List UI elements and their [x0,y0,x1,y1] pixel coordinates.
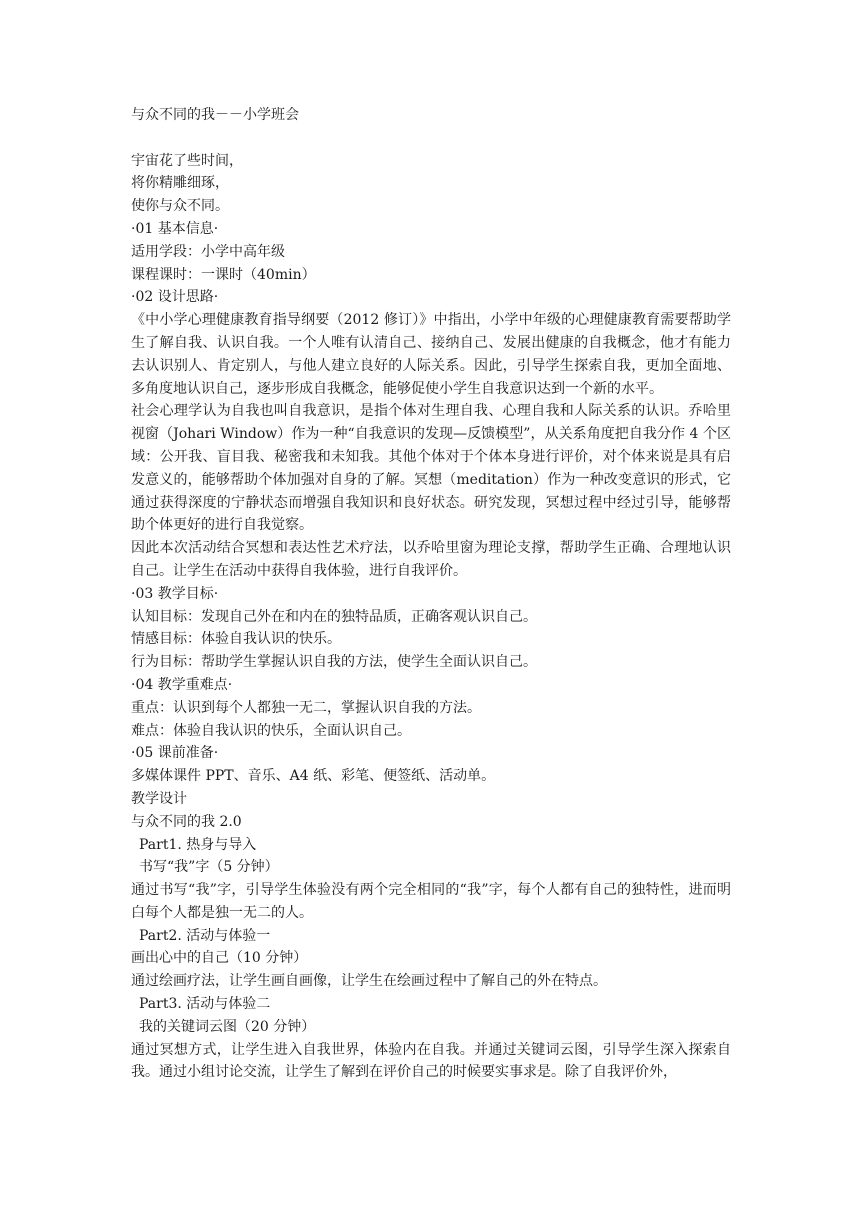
poem-line: 将你精雕细琢， [131,175,229,192]
part3-description: 通过冥想方式，让学生进入自我世界，体验内在自我。并通过关键词云图，引导学生深入探索自我。通过小组讨论交流，让学生了解到在评价自己的时候要实事求是。除了自我评价外， [131,1041,731,1081]
course-duration: 课程课时：一课时（40min） [131,266,316,283]
emotional-goal: 情感目标：体验自我认识的快乐。 [131,631,341,648]
teaching-design-heading: 教学设计 [131,790,187,807]
section-heading-preparation: ·05 课前准备· [131,745,219,762]
design-idea-paragraph: 《中小学心理健康教育指导纲要（2012 修订）》中指出，小学中年级的心理健康教育需要帮助学生了解自我、认识自我。一个人唯有认清自己、接纳自己、发展出健康的自我概念，他才有能力去认识别人、肯定别人，与他人建立良好的人际关系。因此，引导学生探索自我，更加全面地、多角度地认识自己，逐步形成自我概念，能够促使小学生自我意识达到一个新的水平。 [131,312,731,397]
blank-line [131,127,731,150]
difficult-point: 难点：体验自我认识的快乐，全面认识自己。 [131,722,411,739]
part1-activity: 书写“我”字（5 分钟） [139,859,279,876]
section-heading-key-points: ·04 教学重难点· [131,676,233,693]
poem-line: 使你与众不同。 [131,198,229,215]
document-page [131,104,731,1084]
behavior-goal: 行为目标：帮助学生掌握认识自我的方法，使学生全面认识自己。 [131,654,537,671]
design-idea-paragraph: 社会心理学认为自我也叫自我意识，是指个体对生理自我、心理自我和人际关系的认识。乔哈里视窗（Johari Window）作为一种“自我意识的发现—反馈模型”，从关系角度把自我分作 4 个区域：公开我、盲目我、秘密我和未知我。其他个体对于个体本身进行评价，对个体来说是具有启发意义的，能够帮助个体加强对自身的了解。冥想（meditation）作为一种改变意识的形式，它通过获得深度的宁静状态而增强自我知识和良好状态。研究发现，冥想过程中经过引导，能够帮助个体更好的进行自我觉察。 [131,403,731,534]
design-idea-paragraph: 因此本次活动结合冥想和表达性艺术疗法，以乔哈里窗为理论支撑，帮助学生正确、合理地认识自己。让学生在活动中获得自我体验，进行自我评价。 [131,540,731,579]
part3-activity: 我的关键词云图（20 分钟） [139,1018,316,1035]
part2-description: 通过绘画疗法，让学生画自画像，让学生在绘画过程中了解自己的外在特点。 [131,973,607,990]
section-heading-basic-info: ·01 基本信息· [131,220,219,237]
section-heading-design-idea: ·02 设计思路· [131,289,219,306]
part3-title: Part3. 活动与体验二 [139,996,271,1013]
part1-title: Part1. 热身与导入 [139,836,257,853]
materials-list: 多媒体课件 PPT、音乐、A4 纸、彩笔、便签纸、活动单。 [131,768,496,785]
part2-activity: 画出心中的自己（10 分钟） [131,950,308,967]
key-point: 重点：认识到每个人都独一无二，掌握认识自我的方法。 [131,699,481,716]
section-heading-teaching-goals: ·03 教学目标· [131,585,219,602]
part1-description: 通过书写“我”字，引导学生体验没有两个完全相同的“我”字，每个人都有自己的独特性，进而明白每个人都是独一无二的人。 [131,882,731,921]
teaching-design-subtitle: 与众不同的我 2.0 [131,813,242,830]
document-title: 与众不同的我－－小学班会 [131,107,299,123]
part2-title: Part2. 活动与体验一 [139,927,271,944]
poem-line: 宇宙花了些时间， [131,152,243,169]
cognitive-goal: 认知目标：发现自己外在和内在的独特品质，正确客观认识自己。 [131,608,537,625]
applicable-stage: 适用学段：小学中高年级 [131,243,285,260]
